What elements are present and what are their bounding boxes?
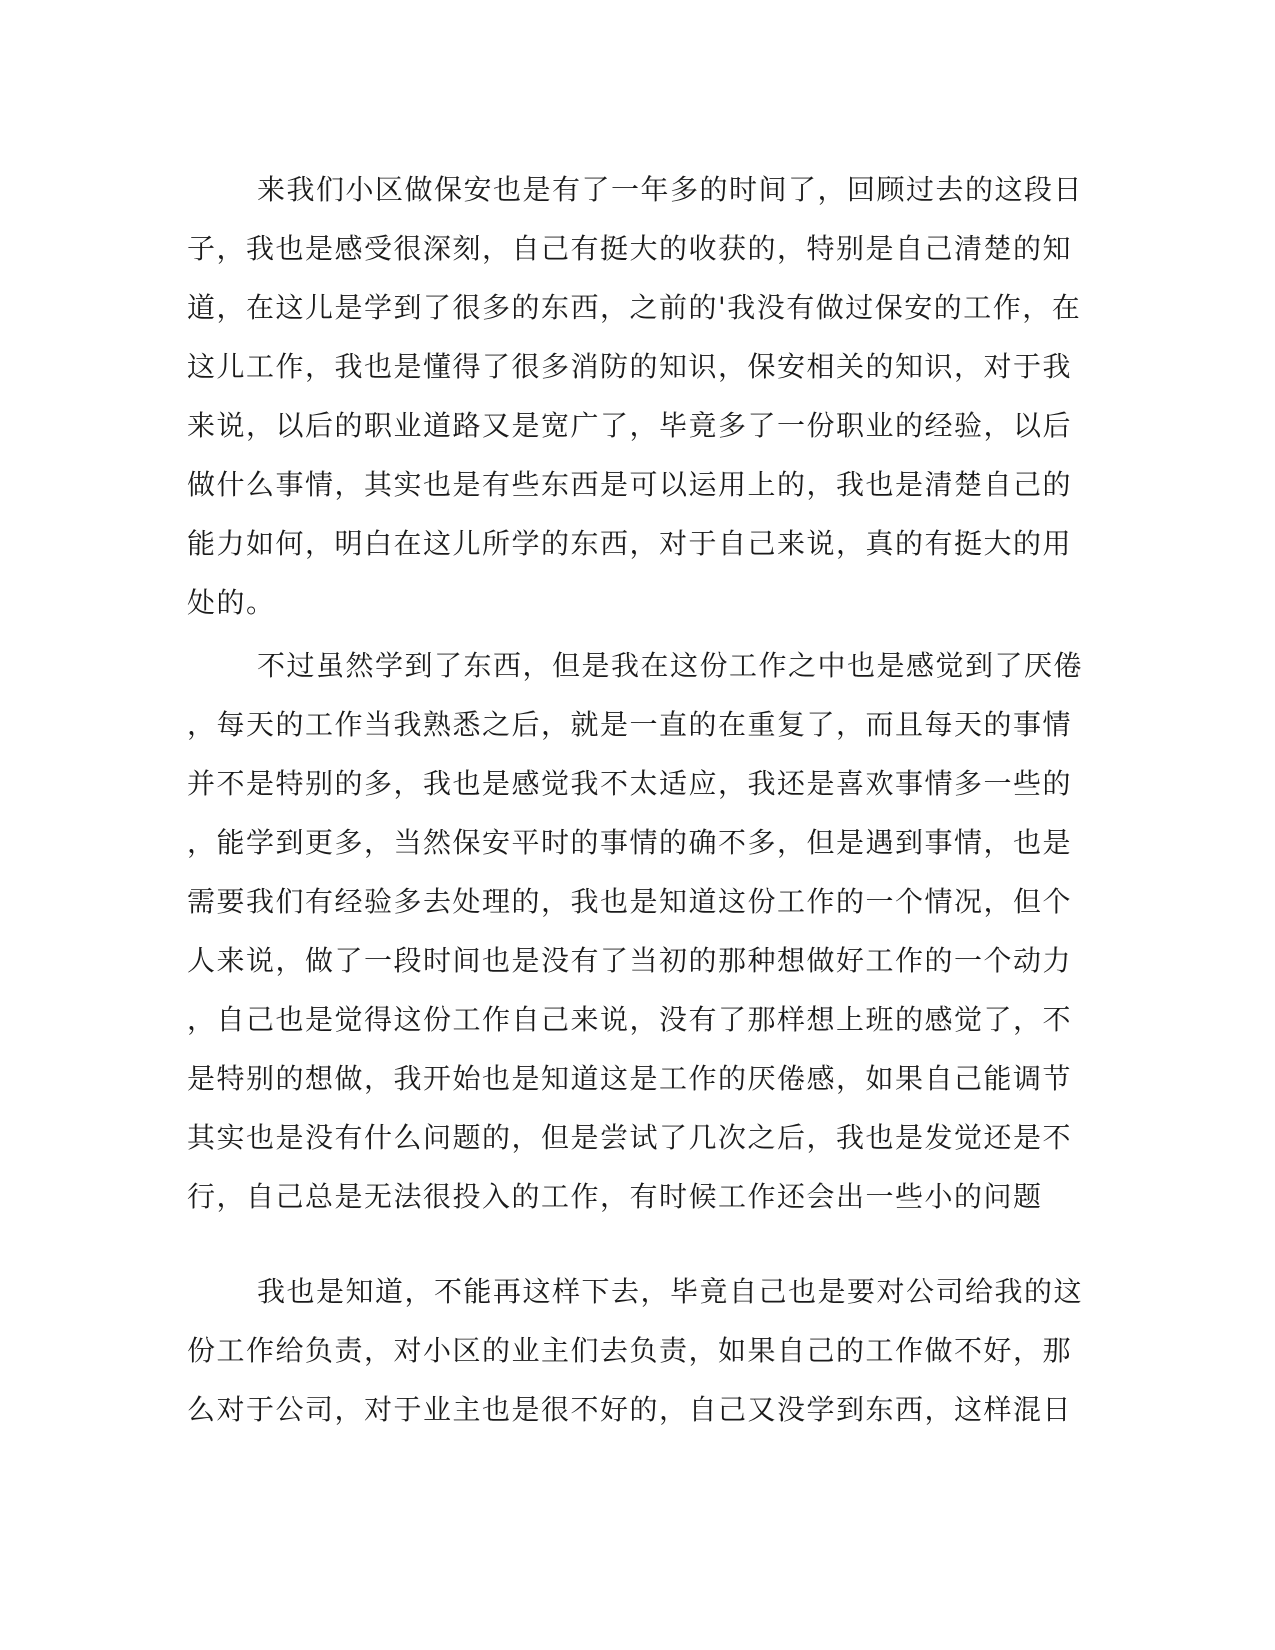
- text-line: 来说，以后的职业道路又是宽广了，毕竟多了一份职业的经验，以后: [187, 409, 1073, 442]
- text-line: 其实也是没有什么问题的，但是尝试了几次之后，我也是发觉还是不: [187, 1121, 1073, 1154]
- text-line: 做什么事情，其实也是有些东西是可以运用上的，我也是清楚自己的: [187, 468, 1073, 501]
- text-line: 道，在这儿是学到了很多的东西，之前的'我没有做过保安的工作，在: [187, 291, 1082, 324]
- text-line: 我也是知道，不能再这样下去，毕竟自己也是要对公司给我的这: [257, 1275, 1084, 1308]
- text-line: 来我们小区做保安也是有了一年多的时间了，回顾过去的这段日: [257, 173, 1084, 206]
- paragraph-1: [187, 160, 1084, 632]
- text-line: 这儿工作，我也是懂得了很多消防的知识，保安相关的知识，对于我: [187, 350, 1073, 383]
- text-line: 处的。: [187, 586, 276, 619]
- text-line: 能力如何，明白在这儿所学的东西，对于自己来说，真的有挺大的用: [187, 527, 1073, 560]
- text-line: ，每天的工作当我熟悉之后，就是一直的在重复了，而且每天的事情: [187, 708, 1073, 741]
- text-line: ，能学到更多，当然保安平时的事情的确不多，但是遇到事情，也是: [187, 826, 1073, 859]
- text-line: 需要我们有经验多去处理的，我也是知道这份工作的一个情况，但个: [187, 885, 1073, 918]
- paragraph-3: [187, 1262, 1084, 1439]
- text-line: 份工作给负责，对小区的业主们去负责，如果自己的工作做不好，那: [187, 1334, 1073, 1367]
- text-line: 人来说，做了一段时间也是没有了当初的那种想做好工作的一个动力: [187, 944, 1073, 977]
- text-line: 行，自己总是无法很投入的工作，有时候工作还会出一些小的问题: [187, 1180, 1043, 1213]
- text-line: 么对于公司，对于业主也是很不好的，自己又没学到东西，这样混日: [187, 1393, 1073, 1426]
- paragraph-2: [187, 636, 1084, 1226]
- text-line: ，自己也是觉得这份工作自己来说，没有了那样想上班的感觉了，不: [187, 1003, 1073, 1036]
- text-line: 并不是特别的多，我也是感觉我不太适应，我还是喜欢事情多一些的: [187, 767, 1073, 800]
- text-line: 不过虽然学到了东西，但是我在这份工作之中也是感觉到了厌倦: [257, 649, 1084, 682]
- text-line: 是特别的想做，我开始也是知道这是工作的厌倦感，如果自己能调节: [187, 1062, 1073, 1095]
- text-line: 子，我也是感受很深刻，自己有挺大的收获的，特别是自己清楚的知: [187, 232, 1073, 265]
